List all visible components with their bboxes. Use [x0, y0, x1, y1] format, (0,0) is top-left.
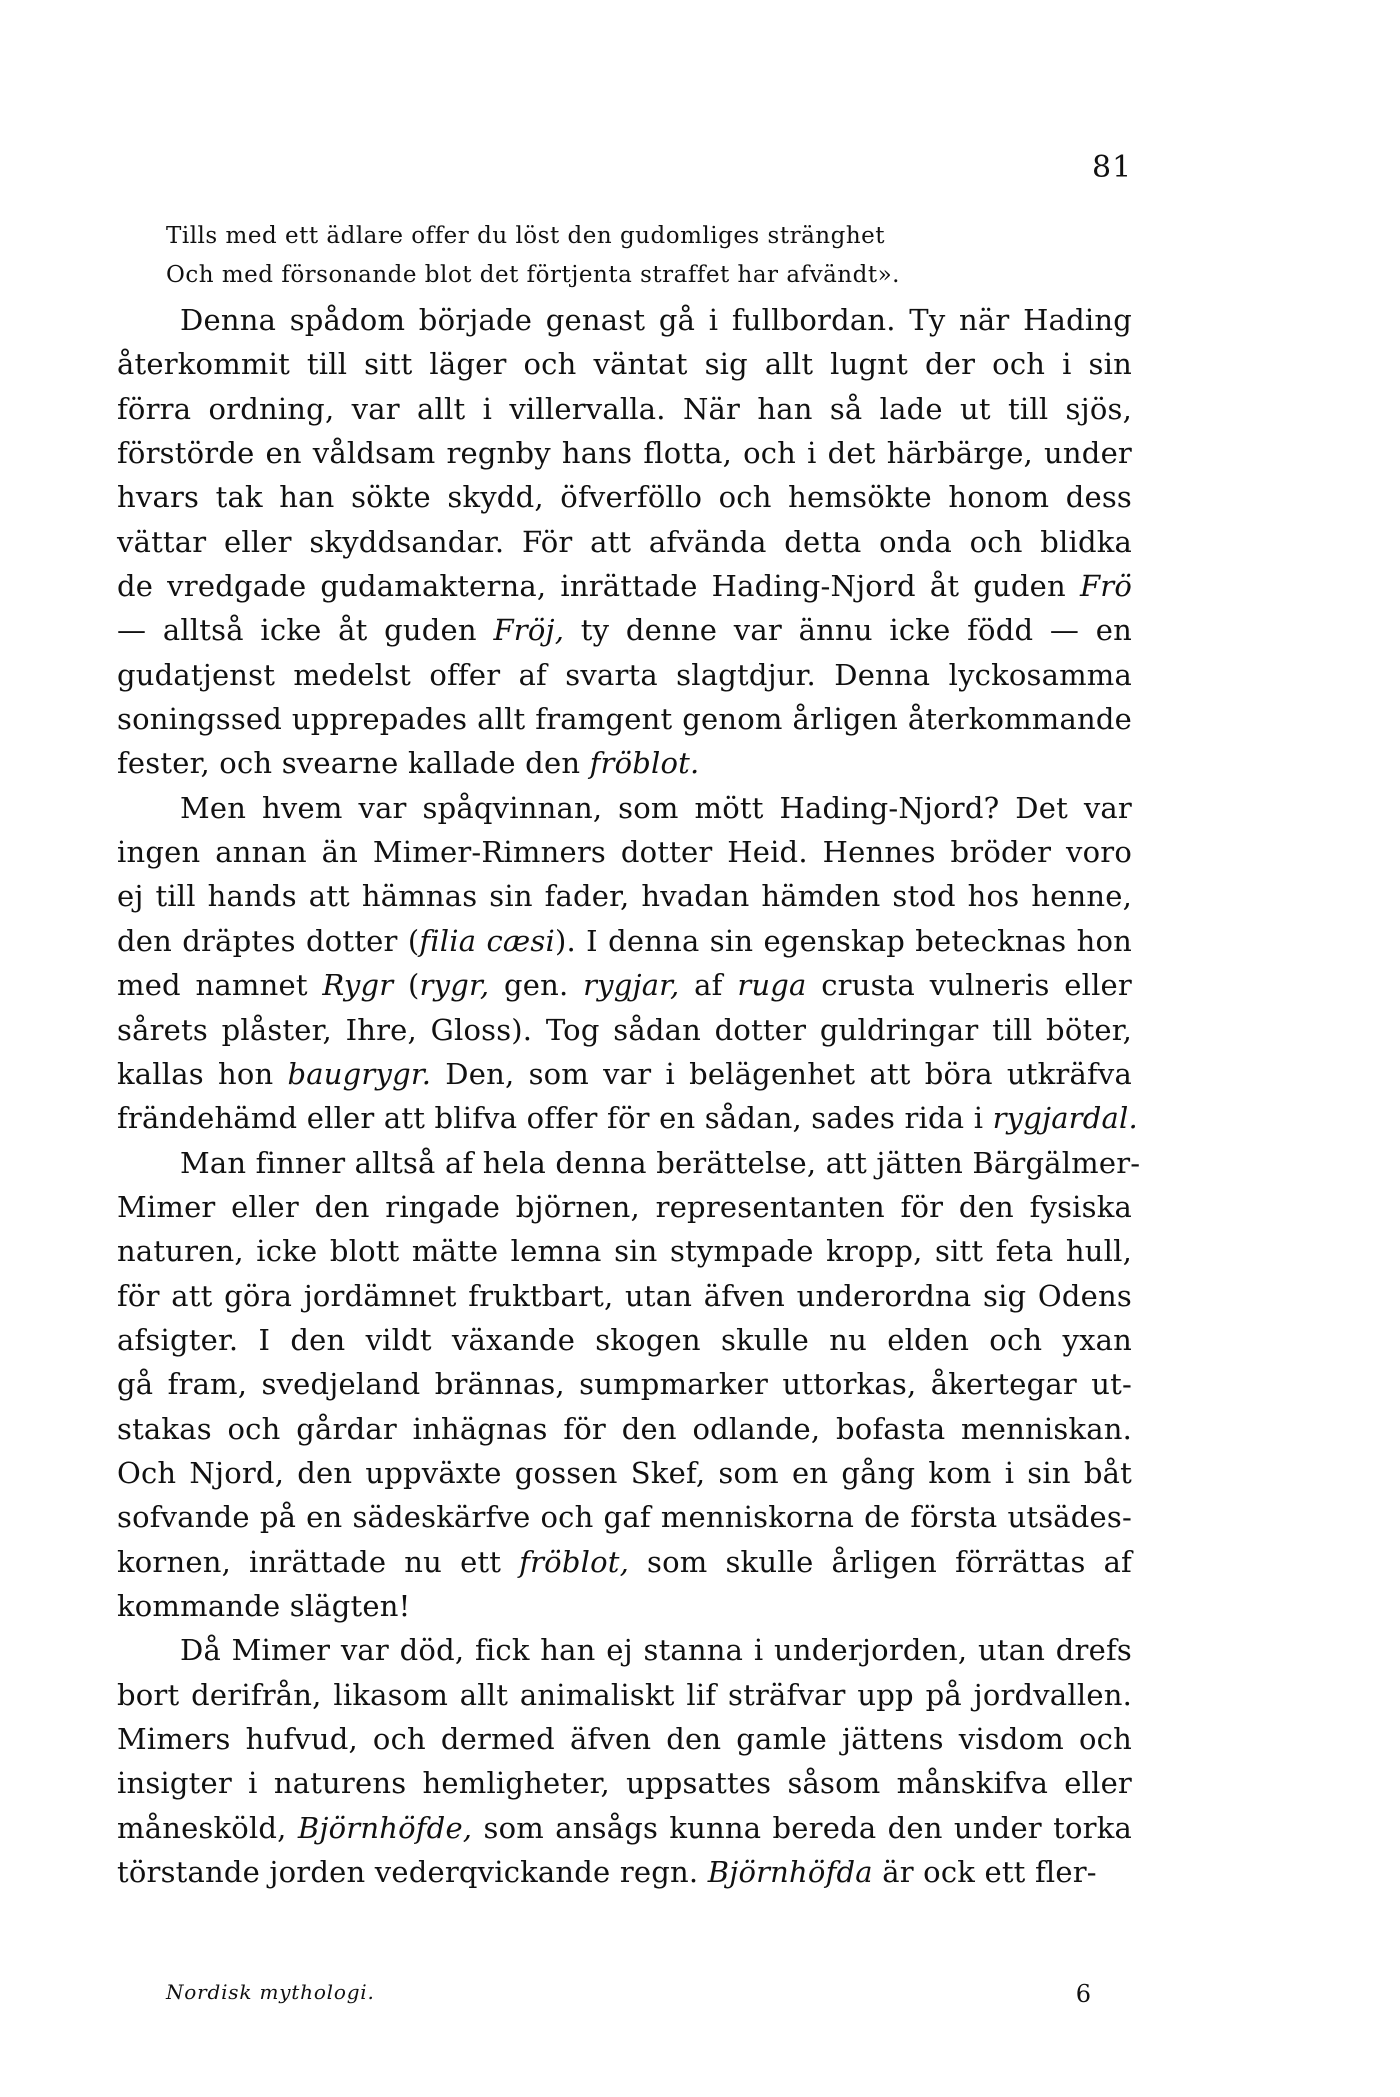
text-line	[117, 342, 1132, 386]
text-run: Då Mimer var död, fick han ej stanna i underjorden, utan drefs	[180, 1633, 1132, 1668]
text-run: för att göra jordämnet fruktbart, utan äfven underordna sig Odens	[117, 1278, 1132, 1313]
verse-line: Tills med ett ädlare offer du löst den gudomliges stränghet	[166, 223, 885, 249]
text-line	[117, 1096, 1138, 1140]
text-line	[117, 1185, 1132, 1229]
footer-title: Nordisk mythologi.	[166, 1980, 375, 2004]
text-run: törstande jorden vederqvickande regn.	[117, 1855, 708, 1890]
text-line	[117, 1407, 1132, 1451]
verse-quote	[166, 218, 1066, 294]
page-footer	[166, 1980, 1091, 2008]
text-run: sofvande på en sädeskärfve och gaf menniskorna de första utsädes-	[117, 1500, 1132, 1535]
italic-term: filia cæsi	[419, 923, 555, 958]
text-run: gen.	[489, 968, 584, 1003]
text-line	[117, 1584, 1132, 1628]
text-line	[117, 963, 1132, 1007]
text-line	[117, 1318, 1132, 1362]
text-run: vättar eller skyddsandar. För att afvända detta onda och blidka	[117, 524, 1132, 559]
text-line	[117, 1850, 1132, 1894]
text-run: gå fram, svedjeland brännas, sumpmarker uttorkas, åkertegar ut-	[117, 1367, 1132, 1402]
text-run: förstörde en våldsam regnby hans flotta, och i det härbärge, under	[117, 436, 1132, 471]
italic-term: baugrygr.	[287, 1056, 432, 1091]
text-run: sårets plåster, Ihre, Gloss). Tog sådan dotter guldringar till böter,	[117, 1012, 1132, 1047]
text-run: afsigter. I den vildt växande skogen skulle nu elden och yxan	[117, 1322, 1132, 1357]
page-number: 81	[1092, 150, 1133, 185]
text-line	[117, 1141, 1141, 1185]
text-run: ty denne var ännu icke född — en	[564, 613, 1132, 648]
text-run: förra ordning, var allt i villervalla. När han så lade ut till sjös,	[117, 391, 1132, 426]
text-line	[117, 1229, 1132, 1273]
text-run: Men hvem var spåqvinnan, som mött Hading-Njord? Det var	[180, 790, 1132, 825]
text-run: som ansågs kunna bereda den under torka	[472, 1810, 1132, 1845]
paragraph	[117, 786, 1138, 1141]
text-run: är ock ett fler-	[872, 1855, 1097, 1890]
text-line	[117, 1761, 1132, 1805]
body-text	[117, 298, 1141, 1894]
italic-term: ruga	[737, 968, 807, 1003]
italic-term: rygr,	[419, 968, 490, 1003]
text-line	[117, 653, 1132, 697]
text-run: som skulle årligen förrättas af	[629, 1544, 1132, 1579]
text-run: stakas och gårdar inhägnas för den odlande, bofasta menniskan.	[117, 1411, 1132, 1446]
text-run: ). I denna sin egenskap betecknas hon	[554, 923, 1132, 958]
text-line	[117, 298, 1132, 342]
text-run: de vredgade gudamakterna, inrättade Hading-Njord åt guden	[117, 569, 1080, 604]
paragraph	[117, 1628, 1132, 1894]
text-line	[117, 431, 1132, 475]
text-line	[117, 387, 1132, 431]
italic-term: fröblot,	[519, 1544, 629, 1579]
text-run: kallas hon	[117, 1056, 288, 1091]
text-run: ingen annan än Mimer-Rimners dotter Heid. Hennes bröder voro	[117, 835, 1132, 870]
text-run: återkommit till sitt läger och väntat sig allt lugnt der och i sin	[117, 347, 1132, 382]
italic-term: Rygr	[322, 968, 394, 1003]
text-run: kornen, inrättade nu ett	[117, 1544, 520, 1579]
text-line	[117, 564, 1132, 608]
text-run: naturen, icke blott mätte lemna sin stympade kropp, sitt feta hull,	[117, 1234, 1132, 1269]
italic-term: Frö	[1079, 569, 1132, 604]
text-run: ej till hands att hämnas sin fader, hvadan hämden stod hos henne,	[117, 879, 1132, 914]
paragraph	[117, 298, 1132, 786]
text-run: bort derifrån, likasom allt animaliskt lif sträfvar upp på jordvallen.	[117, 1677, 1132, 1712]
text-line	[117, 520, 1132, 564]
text-run: fester, och svearne kallade den	[117, 746, 590, 781]
italic-term: rygjar,	[583, 968, 680, 1003]
italic-term: rygjardal.	[992, 1101, 1138, 1136]
text-line	[117, 1008, 1132, 1052]
text-run: frändehämd eller att blifva offer för en sådan, sades rida i	[117, 1101, 993, 1136]
text-line	[117, 874, 1132, 918]
text-line	[117, 1717, 1132, 1761]
text-line	[117, 1052, 1132, 1096]
text-run: insigter i naturens hemligheter, uppsattes såsom månskifva eller	[117, 1766, 1132, 1801]
text-run: hvars tak han sökte skydd, öfverföllo och hemsökte honom dess	[117, 480, 1132, 515]
text-line	[117, 830, 1132, 874]
text-run: Denna spådom började genast gå i fullbordan. Ty när Hading	[180, 303, 1132, 337]
text-line	[117, 786, 1132, 830]
text-line	[117, 1274, 1132, 1318]
text-run: — alltså icke åt guden	[117, 613, 494, 648]
italic-term: fröblot.	[589, 746, 700, 781]
text-line	[117, 1495, 1132, 1539]
verse-line: Och med försonande blot det förtjenta straffet har afvändt».	[166, 262, 900, 288]
text-run: kommande slägten!	[117, 1588, 411, 1623]
text-run: Mimer eller den ringade björnen, representanten för den fysiska	[117, 1189, 1132, 1224]
text-line	[117, 1362, 1132, 1406]
text-line	[117, 1540, 1132, 1584]
text-line	[117, 697, 1132, 741]
italic-term: Björnhöfda	[707, 1855, 873, 1890]
text-line	[117, 1628, 1132, 1672]
text-line	[117, 1673, 1132, 1717]
text-run: Den, som var i belägenhet att böra utkräfva	[431, 1056, 1132, 1091]
text-run: crusta vulneris eller	[806, 968, 1132, 1003]
text-line	[117, 1806, 1132, 1850]
text-run: månesköld,	[117, 1810, 298, 1845]
text-run: den dräptes dotter (	[117, 923, 420, 958]
italic-term: Björnhöfde,	[297, 1810, 473, 1845]
italic-term: Fröj,	[493, 613, 565, 648]
text-line	[117, 1451, 1132, 1495]
text-line	[117, 475, 1132, 519]
text-line	[117, 919, 1132, 963]
text-line	[117, 608, 1132, 652]
text-run: (	[393, 968, 420, 1003]
text-line	[117, 741, 1132, 785]
text-run: af	[679, 968, 738, 1003]
text-run: soningssed upprepades allt framgent genom årligen återkommande	[117, 702, 1132, 737]
text-run: Man finner alltså af hela denna berättelse, att jätten Bärgälmer-	[180, 1145, 1141, 1180]
text-run: med namnet	[117, 968, 323, 1003]
text-run: gudatjenst medelst offer af svarta slagtdjur. Denna lyckosamma	[117, 657, 1132, 692]
text-run: Och Njord, den uppväxte gossen Skef, som en gång kom i sin båt	[117, 1455, 1132, 1490]
signature-mark: 6	[1075, 1980, 1091, 2008]
paragraph	[117, 1141, 1141, 1629]
text-run: Mimers hufvud, och dermed äfven den gamle jättens visdom och	[117, 1722, 1132, 1756]
